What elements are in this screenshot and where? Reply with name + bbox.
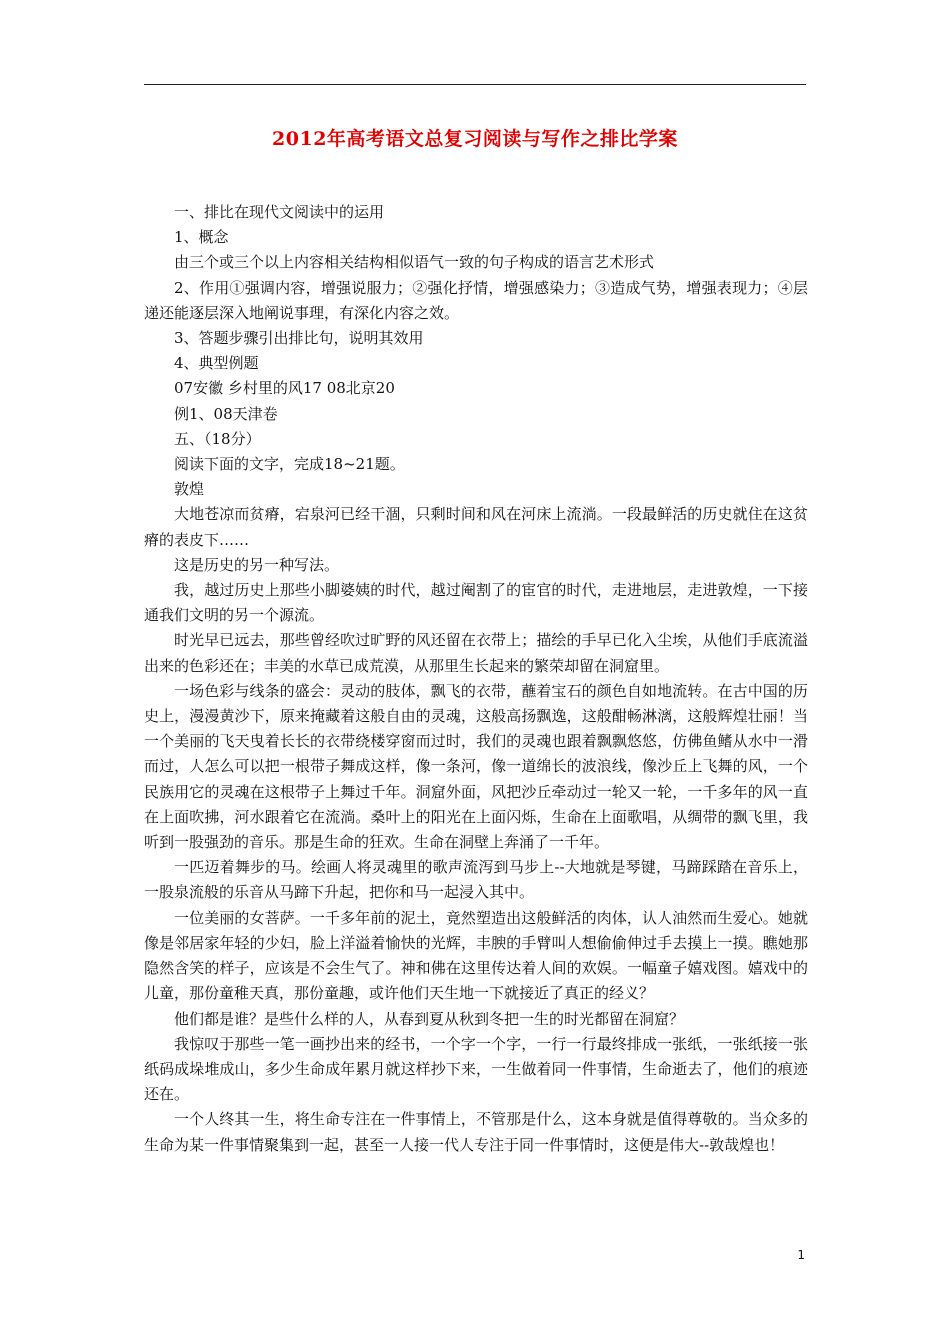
paragraph: 我，越过历史上那些小脚婆姨的时代，越过阉割了的宦官的时代，走进地层，走进敦煌，一下接通我们文明的另一个源流。 <box>144 581 808 625</box>
section-heading: 敦煌 <box>174 480 205 499</box>
paragraph: 大地苍凉而贫瘠，宕泉河已经干涸，只剩时间和风在河床上流淌。一段最鲜活的历史就住在这贫瘠的表皮下…… <box>144 505 808 549</box>
page-number: 1 <box>797 1248 805 1262</box>
paragraph: 一匹迈着舞步的马。绘画人将灵魂里的歌声流泻到马步上--大地就是琴键，马蹄踩踏在音乐上，一股泉流般的乐音从马蹄下升起，把你和马一起浸入其中。 <box>144 858 808 902</box>
paragraph: 由三个或三个以上内容相关结构相似语气一致的句子构成的语言艺术形式 <box>174 253 655 272</box>
paragraph: 例1、08天津卷 <box>174 404 278 423</box>
paragraph: 3、答题步骤引出排比句，说明其效用 <box>174 329 424 348</box>
paragraph: 他们都是谁？是些什么样的人，从春到夏从秋到冬把一生的时光都留在洞窟？ <box>174 1009 685 1028</box>
paragraph: 时光早已远去，那些曾经吹过旷野的风还留在衣带上；描绘的手早已化入尘埃，从他们手底流溢出来的色彩还在；丰美的水草已成荒漠，从那里生长起来的繁荣却留在洞窟里。 <box>144 631 808 675</box>
paragraph: 一场色彩与线条的盛会：灵动的肢体，飘飞的衣带，蘸着宝石的颜色自如地流转。在古中国的历史上，漫漫黄沙下，原来掩藏着这般自由的灵魂，这般高扬飘逸，这般酣畅淋漓，这般辉煌壮丽！当一个美丽的飞天曳着长长的衣带绕楼穿窗而过时，我们的灵魂也跟着飘飘悠悠，仿佛鱼鳍从水中一滑而过，人怎么可以把一根带子舞成这样，像一条河，像一道绵长的波浪线，像沙丘上飞舞的风，一个民族用它的灵魂在这根带子上舞过千年。洞窟外面，风把沙丘牵动过一轮又一轮，一千多年的风一直在上面吹拂，河水跟着它在流淌。桑叶上的阳光在上面闪烁，生命在上面歌唱，从绸带的飘飞里，我听到一股强劲的音乐。那是生命的狂欢。生命在洞壁上奔涌了一千年。 <box>144 681 808 852</box>
paragraph: 一位美丽的女菩萨。一千多年前的泥土，竟然塑造出这般鲜活的肉体，认人油然而生爱心。她就像是邻居家年轻的少妇，脸上洋溢着愉快的光辉，丰腴的手臂叫人想偷偷伸过手去摸上一摸。瞧她那隐然含笑的样子，应该是不会生气了。神和佛在这里传达着人间的欢娱。一幅童子嬉戏图。嬉戏中的儿童，那份童稚天真，那份童趣，或许他们天生地一下就接近了真正的经义？ <box>144 908 808 1003</box>
paragraph: 07安徽 乡村里的风17 08北京20 <box>174 379 395 398</box>
header-rule <box>144 84 806 85</box>
paragraph: 4、典型例题 <box>174 354 259 373</box>
paragraph: 2、作用①强调内容，增强说服力；②强化抒情，增强感染力；③造成气势，增强表现力；④层递还能逐层深入地阐说事理，有深化内容之效。 <box>144 278 808 322</box>
document-title: 2012年高考语文总复习阅读与写作之排比学案 <box>272 128 678 150</box>
paragraph: 我惊叹于那些一笔一画抄出来的经书，一个字一个字，一行一行最终排成一张纸，一张纸接一张纸码成垛堆成山，多少生命成年累月就这样抄下来，一生做着同一件事情，生命逝去了，他们的痕迹还在。 <box>144 1034 808 1104</box>
document-body <box>144 200 808 1158</box>
paragraph: 这是历史的另一种写法。 <box>174 555 340 574</box>
paragraph: 一个人终其一生，将生命专注在一件事情上，不管那是什么，这本身就是值得尊敬的。当众多的生命为某一件事情聚集到一起，甚至一人接一代人专注于同一件事情时，这便是伟大--敦哉煌也！ <box>144 1110 808 1154</box>
paragraph: 1、概念 <box>174 228 229 247</box>
paragraph: 五、（18分） <box>174 429 261 448</box>
paragraph: 阅读下面的文字，完成18~21题。 <box>174 455 405 474</box>
paragraph: 一、排比在现代文阅读中的运用 <box>174 203 385 221</box>
